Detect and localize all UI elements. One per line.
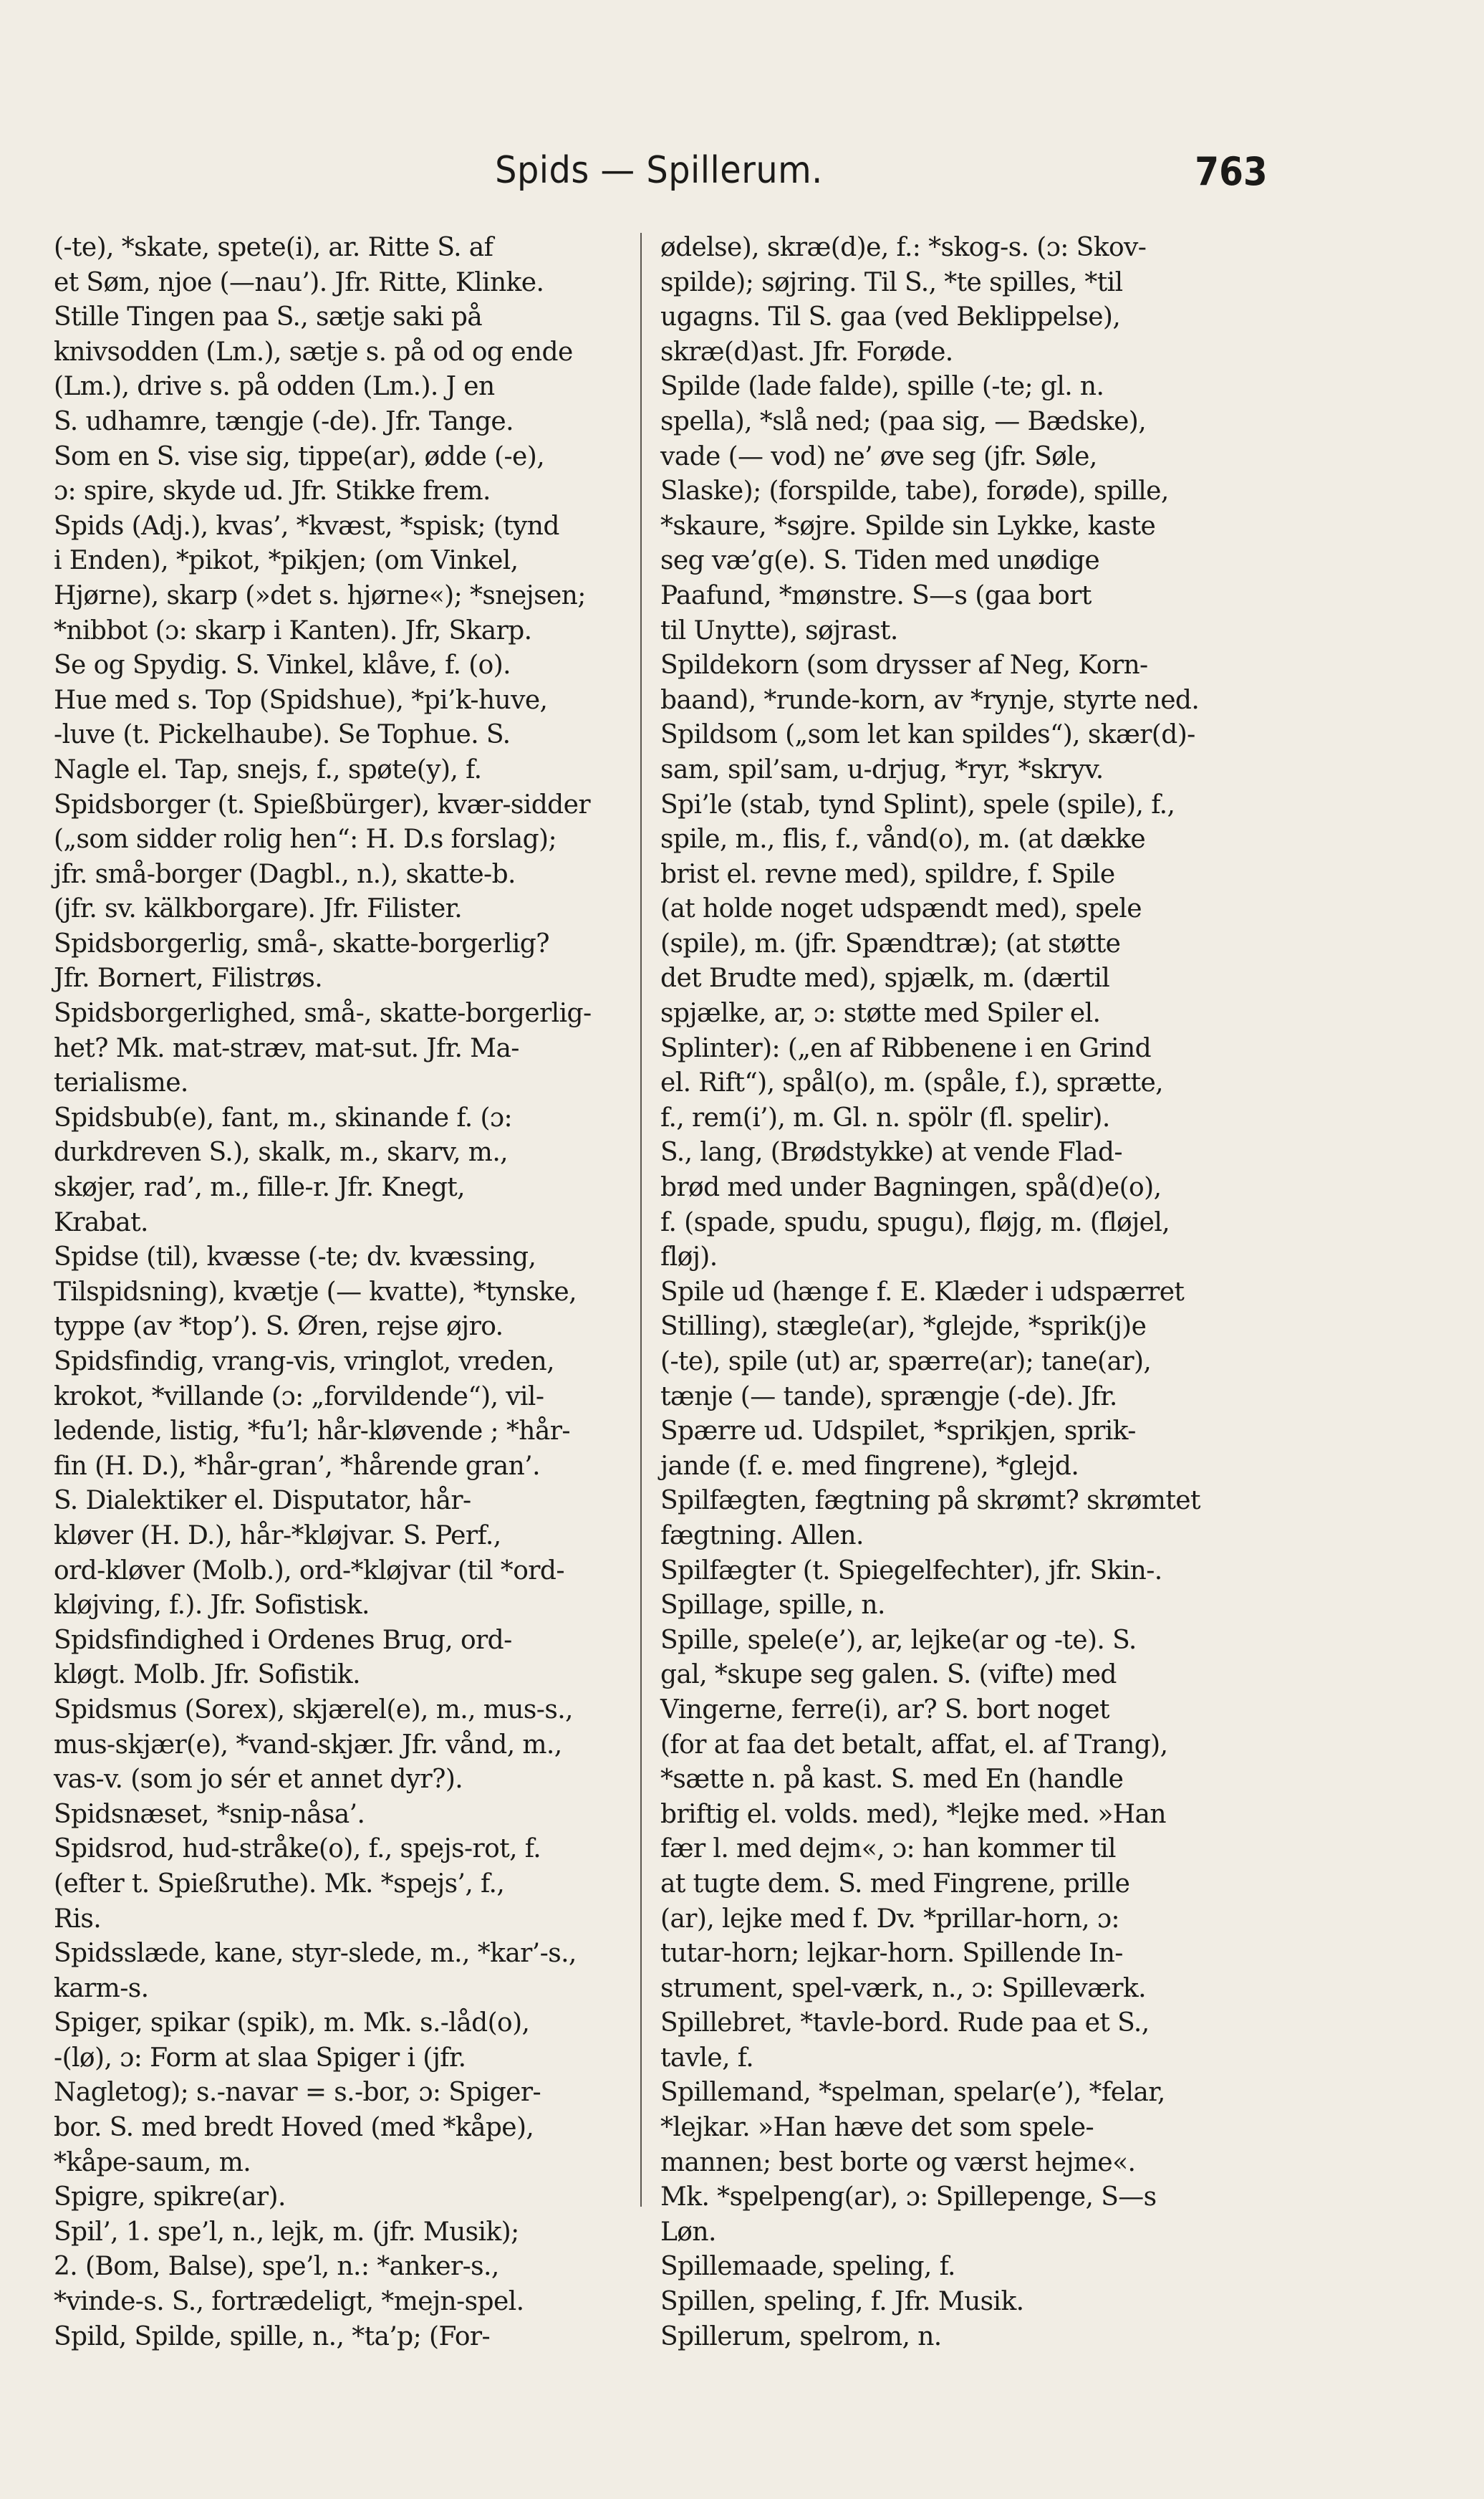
entry-line: spile, m., flis, f., vånd(o), m. (at dække	[660, 825, 1146, 855]
entry-line: Tilspidsning), kvætje (— kvatte), *tynske,	[54, 1277, 577, 1307]
entry-line: Spidsslæde, kane, styr-slede, m., *kar’-s.,	[54, 1939, 577, 1969]
entry-line: Spillemand, *spelman, spelar(e’), *felar,	[660, 2078, 1165, 2108]
entry-line: fægtning. Allen.	[660, 1520, 864, 1550]
entry-line: Spidsnæset, *snip-nåsa’.	[54, 1799, 365, 1829]
entry-line: fin (H. D.), *hår-gran’, *hårende gran’.	[54, 1451, 540, 1481]
entry-line: Spidsborgerlighed, små-, skatte-borgerlig-	[54, 999, 592, 1029]
entry-line: Løn.	[660, 2217, 716, 2247]
left-column	[54, 231, 620, 2351]
entry-line: („som sidder rolig hen“: H. D.s forslag);	[54, 825, 557, 855]
right-column	[660, 231, 1226, 2351]
entry-line: Spigre, spikre(ar).	[54, 2182, 286, 2212]
entry-line: Spillebret, *tavle-bord. Rude paa et S.,	[660, 2008, 1150, 2038]
entry-line: *vinde-s. S., fortrædeligt, *mejn-spel.	[54, 2287, 524, 2317]
entry-line: spilde); søjring. Til S., *te spilles, *til	[660, 267, 1123, 297]
entry-line: til Unytte), søjrast.	[660, 615, 898, 646]
entry-line: Ris.	[54, 1904, 102, 1934]
entry-line: Spi’le (stab, tynd Splint), spele (spile), f.,	[660, 790, 1175, 820]
entry-line: Spildsom („som let kan spildes“), skær(d)-	[660, 720, 1195, 750]
entry-line: terialisme.	[54, 1068, 188, 1098]
entry-line: Paafund, *mønstre. S—s (gaa bort	[660, 580, 1092, 610]
entry-line: Jfr. Bornert, Filistrøs.	[54, 964, 323, 994]
entry-line: typpe (av *top’). S. Øren, rejse øjro.	[54, 1312, 504, 1342]
entry-line: Spild, Spilde, spille, n., *ta’p; (For-	[54, 2321, 491, 2351]
entry-line: Spilfægten, fægtning på skrømt? skrømtet	[660, 1486, 1200, 1516]
entry-line: Hjørne), skarp (»det s. hjørne«); *snejsen;	[54, 580, 586, 610]
entry-line: Stilling), stægle(ar), *glejde, *sprik(j)e	[660, 1312, 1147, 1342]
entry-line: spjælke, ar, ɔ: støtte med Spiler el.	[660, 999, 1101, 1029]
entry-line: skøjer, rad’, m., fille-r. Jfr. Knegt,	[54, 1173, 465, 1203]
entry-line: briftig el. volds. med), *lejke med. »Han	[660, 1799, 1166, 1829]
entry-line: 2. (Bom, Balse), spe’l, n.: *anker-s.,	[54, 2252, 499, 2282]
entry-line: el. Rift“), spål(o), m. (spåle, f.), sprætte,	[660, 1068, 1164, 1098]
entry-line: Spillemaade, speling, f.	[660, 2252, 955, 2282]
entry-line: Spærre ud. Udspilet, *sprikjen, sprik-	[660, 1416, 1136, 1447]
entry-line: Spillerum, spelrom, n.	[660, 2321, 942, 2351]
page-number: 763	[1195, 149, 1268, 194]
entry-line: ødelse), skræ(d)e, f.: *skog-s. (ɔ: Skov-	[660, 233, 1147, 262]
entry-line: Spile ud (hænge f. E. Klæder i udspærret	[660, 1277, 1185, 1307]
entry-line: (-te), spile (ut) ar, spærre(ar); tane(ar),	[660, 1347, 1152, 1376]
entry-line: mannen; best borte og værst hejme«.	[660, 2147, 1136, 2177]
entry-line: krokot, *villande (ɔ: „forvildende“), vil-	[54, 1381, 544, 1411]
entry-line: Som en S. vise sig, tippe(ar), ødde (-e),	[54, 441, 545, 471]
entry-line: *lejkar. »Han hæve det som spele-	[660, 2113, 1094, 2143]
entry-line: fløj).	[660, 1242, 718, 1272]
entry-line: *kåpe-saum, m.	[54, 2147, 251, 2177]
entry-line: Spidsmus (Sorex), skjærel(e), m., mus-s.,	[54, 1694, 573, 1725]
entry-line: Spillage, spille, n.	[660, 1591, 885, 1621]
entry-line: Slaske); (forspilde, tabe), forøde), spille,	[660, 476, 1169, 507]
entry-line: at tugte dem. S. med Fingrene, prille	[660, 1869, 1130, 1899]
entry-line: Vingerne, ferre(i), ar? S. bort noget	[660, 1694, 1109, 1725]
entry-line: ledende, listig, *fu’l; hår-kløvende ; *hår-	[54, 1416, 570, 1447]
entry-line: Hue med s. Top (Spidshue), *pi’k-huve,	[54, 685, 548, 715]
entry-line: Spildekorn (som drysser af Neg, Korn-	[660, 651, 1148, 681]
entry-line: (efter t. Spießruthe). Mk. *spejs’, f.,	[54, 1869, 505, 1899]
entry-line: (at holde noget udspændt med), spele	[660, 894, 1142, 924]
entry-line: (for at faa det betalt, affat, el. af Trang),	[660, 1730, 1168, 1760]
entry-line: *nibbot (ɔ: skarp i Kanten). Jfr, Skarp.	[54, 615, 532, 646]
entry-line: brød med under Bagningen, spå(d)e(o),	[660, 1173, 1162, 1203]
entry-line: Spidsfindig, vrang-vis, vringlot, vreden,	[54, 1347, 554, 1376]
entry-line: S. udhamre, tængje (-de). Jfr. Tange.	[54, 406, 514, 436]
entry-line: fær l. med dejm«, ɔ: han kommer til	[660, 1834, 1116, 1864]
entry-line: Se og Spydig. S. Vinkel, klåve, f. (o).	[54, 651, 511, 681]
entry-line: Mk. *spelpeng(ar), ɔ: Spillepenge, S—s	[660, 2182, 1157, 2212]
entry-line: Spidsrod, hud-stråke(o), f., spejs-rot, f.	[54, 1834, 541, 1864]
entry-line: jfr. små-borger (Dagbl., n.), skatte-b.	[54, 859, 516, 889]
entry-line: kløgt. Molb. Jfr. Sofistik.	[54, 1660, 360, 1690]
entry-line: durkdreven S.), skalk, m., skarv, m.,	[54, 1138, 509, 1168]
entry-line: Spillen, speling, f. Jfr. Musik.	[660, 2287, 1024, 2317]
entry-line: bor. S. med bredt Hoved (med *kåpe),	[54, 2113, 534, 2143]
entry-line: Spille, spele(e’), ar, lejke(ar og -te). S.	[660, 1625, 1137, 1655]
entry-line: tavle, f.	[660, 2043, 754, 2073]
page-title: Spids — Spillerum.	[495, 149, 823, 192]
entry-line: strument, spel-værk, n., ɔ: Spilleværk.	[660, 1973, 1146, 2003]
entry-line: Nagle el. Tap, snejs, f., spøte(y), f.	[54, 754, 482, 785]
entry-line: vade (— vod) ne’ øve seg (jfr. Søle,	[660, 441, 1097, 471]
entry-line: -(lø), ɔ: Form at slaa Spiger i (jfr.	[54, 2043, 466, 2073]
entry-line: Spilfægter (t. Spiegelfechter), jfr. Skin-.	[660, 1555, 1162, 1586]
entry-line: Spiger, spikar (spik), m. Mk. s.-låd(o),	[54, 2008, 530, 2038]
entry-line: het? Mk. mat-stræv, mat-sut. Jfr. Ma-	[54, 1033, 519, 1063]
entry-line: ugagns. Til S. gaa (ved Beklippelse),	[660, 302, 1121, 332]
entry-line: (ar), lejke med f. Dv. *prillar-horn, ɔ:	[660, 1904, 1119, 1934]
entry-line: *skaure, *søjre. Spilde sin Lykke, kaste	[660, 511, 1156, 541]
entry-line: mus-skjær(e), *vand-skjær. Jfr. vånd, m.,	[54, 1730, 562, 1760]
entry-line: kløjving, f.). Jfr. Sofistisk.	[54, 1591, 370, 1621]
running-header	[50, 149, 1268, 199]
entry-line: (Lm.), drive s. på odden (Lm.). J en	[54, 372, 495, 402]
entry-line: vas-v. (som jo sér et annet dyr?).	[54, 1765, 463, 1795]
entry-line: ord-kløver (Molb.), ord-*kløjvar (til *ord-	[54, 1555, 564, 1586]
entry-line: f. (spade, spudu, spugu), fløjg, m. (fløjel,	[660, 1207, 1170, 1237]
entry-line: Spids (Adj.), kvas’, *kvæst, *spisk; (tynd	[54, 511, 559, 541]
entry-line: seg væ’g(e). S. Tiden med unødige	[660, 546, 1100, 576]
entry-line: i Enden), *pikot, *pikjen; (om Vinkel,	[54, 546, 519, 576]
entry-line: Stille Tingen paa S., sætje saki på	[54, 302, 483, 332]
entry-line: spella), *slå ned; (paa sig, — Bædske),	[660, 406, 1147, 436]
entry-line: tænje (— tande), sprængje (-de). Jfr.	[660, 1381, 1117, 1411]
entry-line: ɔ: spire, skyde ud. Jfr. Stikke frem.	[54, 476, 491, 507]
entry-line: Spidsbub(e), fant, m., skinande f. (ɔ:	[54, 1103, 512, 1133]
entry-line: skræ(d)ast. Jfr. Forøde.	[660, 337, 953, 367]
entry-line: S. Dialektiker el. Disputator, hår-	[54, 1486, 471, 1516]
entry-line: f., rem(i’), m. Gl. n. spölr (fl. spelir).	[660, 1103, 1110, 1133]
entry-line: Spilde (lade falde), spille (-te; gl. n.	[660, 372, 1104, 402]
entry-line: det Brudte med), spjælk, m. (dærtil	[660, 964, 1110, 994]
entry-line: karm-s.	[54, 1973, 149, 2003]
entry-line: gal, *skupe seg galen. S. (vifte) med	[660, 1660, 1117, 1690]
entry-line: (spile), m. (jfr. Spændtræ); (at støtte	[660, 929, 1121, 959]
entry-line: sam, spil’sam, u-drjug, *ryr, *skryv.	[660, 754, 1104, 785]
entry-line: baand), *runde-korn, av *rynje, styrte ned.	[660, 685, 1200, 715]
entry-line: knivsodden (Lm.), sætje s. på od og ende	[54, 337, 573, 367]
entry-line: tutar-horn; lejkar-horn. Spillende In-	[660, 1939, 1123, 1969]
entry-line: Splinter): („en af Ribbenene i en Grind	[660, 1033, 1152, 1063]
entry-line: Spidsfindighed i Ordenes Brug, ord-	[54, 1625, 512, 1655]
entry-line: kløver (H. D.), hår-*kløjvar. S. Perf.,	[54, 1520, 501, 1550]
entry-line: et Søm, njoe (—nau’). Jfr. Ritte, Klinke.	[54, 267, 544, 297]
entry-line: S., lang, (Brødstykke) at vende Flad-	[660, 1138, 1122, 1168]
entry-line: -luve (t. Pickelhaube). Se Tophue. S.	[54, 720, 511, 750]
entry-line: (jfr. sv. kälkborgare). Jfr. Filister.	[54, 894, 463, 924]
entry-line: Spidsborger (t. Spießbürger), kvær-sidder	[54, 790, 590, 820]
entry-line: Nagletog); s.-navar = s.-bor, ɔ: Spiger-	[54, 2078, 541, 2108]
entry-line: Spidse (til), kvæsse (-te; dv. kvæssing,	[54, 1242, 536, 1272]
column-divider	[640, 233, 642, 2207]
entry-line: brist el. revne med), spildre, f. Spile	[660, 859, 1115, 889]
entry-line: jande (f. e. med fingrene), *glejd.	[660, 1451, 1079, 1481]
entry-line: *sætte n. på kast. S. med En (handle	[660, 1765, 1124, 1795]
entry-line: Krabat.	[54, 1207, 148, 1237]
entry-line: Spidsborgerlig, små-, skatte-borgerlig?	[54, 929, 549, 959]
entry-line: (-te), *skate, spete(i), ar. Ritte S. af	[54, 233, 493, 262]
entry-line: Spil’, 1. spe’l, n., lejk, m. (jfr. Musik);	[54, 2217, 519, 2247]
